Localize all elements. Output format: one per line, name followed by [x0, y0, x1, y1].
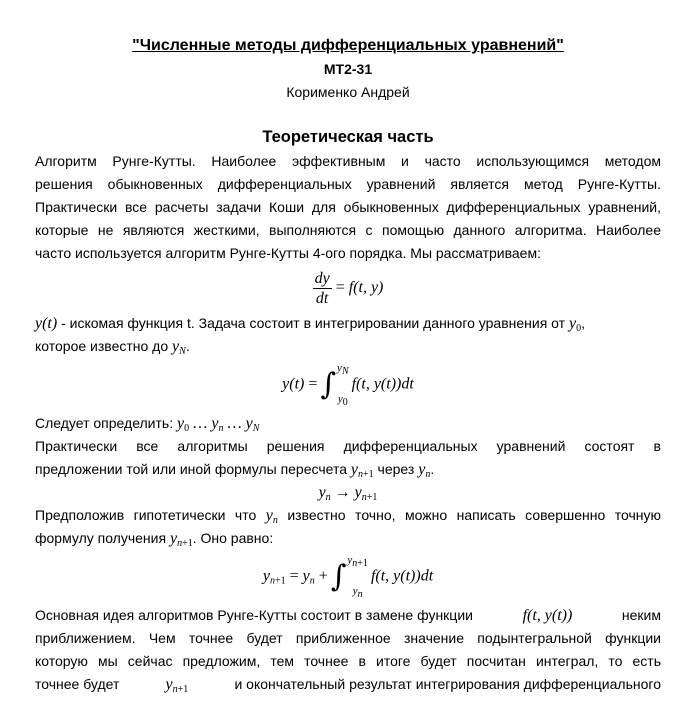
paragraph-line: приближением. Чем точнее будет приближенное значение подынтегральной функции	[35, 630, 661, 646]
text-span: через	[373, 461, 419, 477]
paragraph-line: y(t) - искомая функция t. Задача состоит в интегрировании данного уравнения от $y_0$,	[35, 315, 585, 334]
text-span: - искомая функция t. Задача состоит в интегрировании данного уравнения от	[57, 315, 569, 331]
text-span: формулу получения	[35, 530, 170, 546]
section-heading: Теоретическая часть	[262, 128, 434, 146]
paragraph-line: Основная идея алгоритмов Рунге-Кутты состоит в замене функции f(t, y(t)) неким	[35, 604, 661, 627]
formula-integral: y(t) = ∫ $y_N$ $y_0$ f(t, y(t))dt	[282, 362, 414, 408]
paragraph-line: Практически все расчеты задачи Коши для обыкновенных дифференциальных уравнений,	[35, 199, 661, 215]
document-title: "Численные методы дифференциальных уравнений"	[132, 37, 564, 54]
text-span: и окончательный результат интегрирования дифференциального	[234, 676, 661, 692]
formula-exact-step: $y_{n+1} = y_n$ + ∫ $y_{n+1}$ $y_n$ f(t, y(t))dt	[262, 554, 434, 600]
paragraph-line: точнее будет $y_{n+1}$ и окончательный результат интегрирования дифференциального	[35, 673, 661, 696]
paragraph-line: которые не являются жесткими, выполняются с помощью данного алгоритма. Наиболее	[35, 222, 661, 238]
paragraph-line: Следует определить: $y_0$ … $y_n$ … $y_N$	[35, 415, 260, 434]
text-span: Следует определить:	[35, 415, 177, 431]
paragraph-line: которое известно до $y_N$.	[35, 338, 190, 357]
text-span: Основная идея алгоритмов Рунге-Кутты состоит в замене функции	[35, 607, 473, 623]
text-span: известно точно, можно написать совершенно точную	[277, 507, 661, 523]
paragraph-line: Предположив гипотетически что $y_n$ известно точно, можно написать совершенно точную	[35, 507, 661, 526]
group-label: МТ2-31	[323, 61, 373, 77]
author-name: Корименко Андрей	[286, 84, 410, 100]
text-span: предложении той или иной формулы пересчета	[35, 461, 351, 477]
paragraph-line: Практически все алгоритмы решения дифференциальных уравнений состоят в	[35, 438, 661, 454]
paragraph-line: формулу получения $y_{n+1}$. Оно равно:	[35, 530, 274, 549]
text-span: точнее будет	[35, 676, 120, 692]
text-span: которое известно до	[35, 338, 173, 354]
paragraph-line: часто используется алгоритм Рунге-Кутты 4-ого порядка. Мы рассматриваем:	[35, 245, 541, 261]
text-span: неким	[621, 607, 661, 623]
paragraph-line: предложении той или иной формулы пересчета $y_{n+1}$ через $y_n$.	[35, 461, 435, 480]
formula-ode: $\frac{dy}{dt}$ = f(t, y)	[314, 270, 384, 307]
paragraph-line: решения обыкновенных дифференциальных уравнений является метод Рунге-Кутты.	[35, 176, 661, 192]
formula-step: $y_n \to y_{n+1}$	[318, 484, 378, 503]
paragraph-line: Алгоритм Рунге-Кутты. Наиболее эффективным и часто использующимся методом	[35, 153, 661, 169]
text-span: Предположив гипотетически что	[35, 507, 266, 523]
paragraph-line: которую мы сейчас предложим, тем точнее в итоге будет посчитан интеграл, то есть	[35, 653, 661, 669]
text-span: . Оно равно:	[192, 530, 274, 546]
